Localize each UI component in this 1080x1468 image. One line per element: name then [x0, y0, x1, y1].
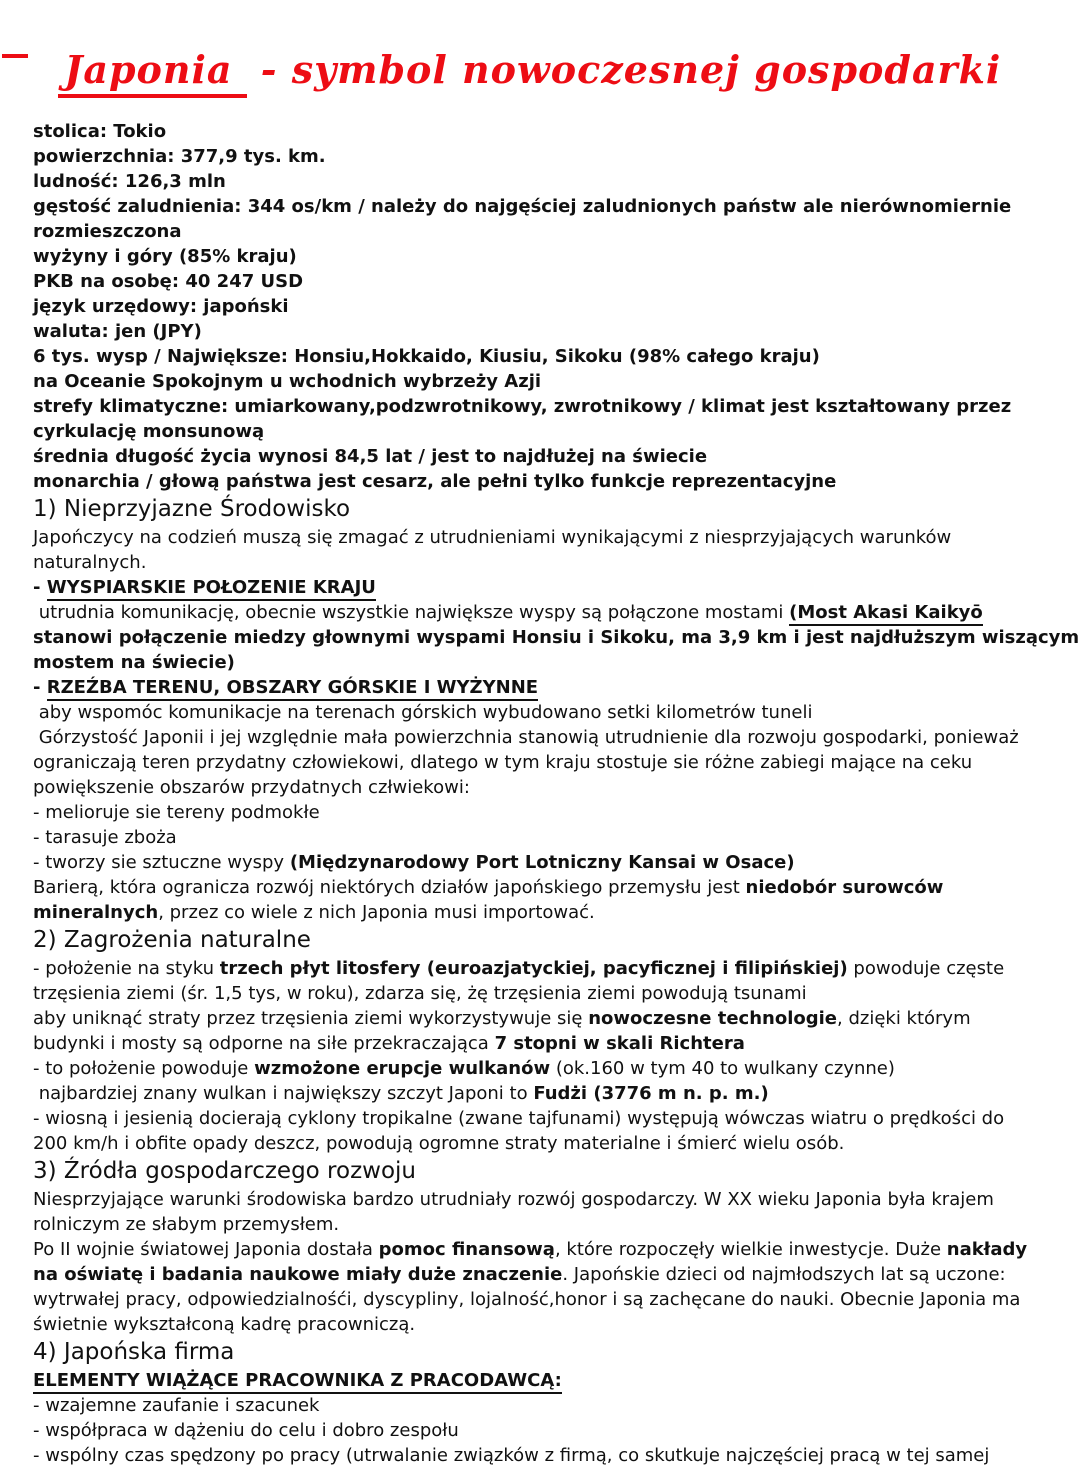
text-line: [33, 194, 1060, 219]
page-title-rest: - symbol nowoczesnej gospodarki: [246, 47, 1002, 92]
text-line: [33, 1312, 1060, 1337]
text-segment: trzech płyt litosfery (euroazjatyckiej, pacyficznej i filipińskiej): [219, 958, 848, 979]
text-segment: Niesprzyjające warunki środowiska bardzo utrudniały rozwój gospodarczy. W XX wieku Japonia była krajem: [33, 1189, 994, 1210]
section-heading: [33, 925, 1060, 956]
text-segment: , które rozpoczęły wielkie inwestycje. Duże: [554, 1239, 947, 1260]
text-line: [33, 1006, 1060, 1031]
text-line: [33, 469, 1060, 494]
text-segment: , dzięki którym: [837, 1008, 971, 1029]
text-segment: 200 km/h i obfite opady deszcz, powodują ogromne straty materialne i śmierć wielu osób.: [33, 1133, 845, 1154]
text-line: [33, 1081, 1060, 1106]
text-line: [33, 219, 1060, 244]
text-line: [33, 1418, 1060, 1443]
text-segment: rolniczym ze słabym przemysłem.: [33, 1214, 340, 1235]
text-segment: - położenie na styku: [33, 958, 220, 979]
text-segment: 1) Nieprzyjazne Środowisko: [33, 496, 351, 522]
text-segment: 7 stopni w skali Richtera: [494, 1033, 745, 1054]
text-line: [33, 169, 1060, 194]
text-segment: - wspólny czas spędzony po pracy (utrwalanie związków z firmą, co skutkuje najczęściej pracą w tej samej: [33, 1445, 990, 1466]
text-line: [33, 725, 1060, 750]
text-segment: nowoczesne technologie: [588, 1008, 837, 1029]
text-line: [33, 750, 1060, 775]
text-segment: - współpraca w dążeniu do celu i dobro zespołu: [33, 1420, 459, 1441]
text-line: [33, 1031, 1060, 1056]
text-segment: średnia długość życia wynosi 84,5 lat / jest to najdłużej na świecie: [33, 446, 708, 467]
text-segment: ograniczają teren przydatny człowiekowi, dlatego w tym kraju stostuje sie różne zabiegi mające na ceku: [33, 752, 973, 773]
text-line: [33, 369, 1060, 394]
text-segment: - wzajemne zaufanie i szacunek: [33, 1395, 320, 1416]
text-line: [33, 244, 1060, 269]
document-text: [0, 119, 1080, 1468]
text-segment: utrudnia komunikację, obecnie wszystkie największe wyspy są połączone mostami: [33, 602, 790, 623]
text-segment: 2) Zagrożenia naturalne: [33, 927, 311, 953]
text-segment: RZEŹBA TERENU, OBSZARY GÓRSKIE I WYŻYNNE: [47, 677, 538, 701]
text-line: [33, 825, 1060, 850]
text-line: [33, 700, 1060, 725]
text-segment: powiększenie obszarów przydatnych człwiekowi:: [33, 777, 470, 798]
section-heading: [33, 494, 1060, 525]
text-segment: wytrwałej pracy, odpowiedzialnośći, dyscypliny, lojalność,honor i są zachęcane do nauki. Obecnie Japonia ma: [33, 1289, 1021, 1310]
text-segment: aby wspomóc komunikacje na terenach górskich wybudowano setki kilometrów tuneli: [33, 702, 813, 723]
text-segment: -: [33, 577, 47, 598]
text-segment: (ok.160 w tym 40 to wulkany czynne): [550, 1058, 895, 1079]
text-segment: stanowi połączenie miedzy głownymi wyspami Honsiu i Sikoku, ma 3,9 km i jest najdłuższym wiszącym: [33, 627, 1080, 648]
text-segment: na Oceanie Spokojnym u wchodnich wybrzeży Azji: [33, 371, 542, 392]
text-line: [33, 1106, 1060, 1131]
section-heading: [33, 1337, 1060, 1368]
text-line: [33, 900, 1060, 925]
text-segment: 4) Japońska firma: [33, 1339, 235, 1365]
text-segment: powoduje częste: [847, 958, 1005, 979]
text-line: [33, 1212, 1060, 1237]
text-segment: - wiosną i jesienią docierają cyklony tropikalne (zwane tajfunami) występują wówczas wiatru o prędkości do: [33, 1108, 1005, 1129]
text-segment: na oświatę i badania naukowe miały duże znaczenie: [33, 1264, 563, 1285]
title-row: [0, 10, 1080, 111]
text-segment: - tarasuje zboża: [33, 827, 177, 848]
text-segment: budynki i mosty są odporne na siłe przekraczająca: [33, 1033, 495, 1054]
text-segment: , przez co wiele z nich Japonia musi importować.: [158, 902, 595, 923]
text-line: [33, 650, 1060, 675]
text-segment: trzęsienia ziemi (śr. 1,5 tys, w roku), zdarza się, żę trzęsienia ziemi powodują tsunami: [33, 983, 807, 1004]
text-segment: (Most Akasi Kaikyō: [789, 602, 983, 626]
text-segment: świetnie wykształconą kadrę pracowniczą.: [33, 1314, 416, 1335]
text-segment: wyżyny i góry (85% kraju): [33, 246, 297, 267]
text-segment: - to położenie powoduje: [33, 1058, 255, 1079]
text-segment: pomoc finansową: [378, 1239, 555, 1260]
text-line: [33, 1056, 1060, 1081]
text-line: [33, 344, 1060, 369]
text-segment: Barierą, która ogranicza rozwój niektórych działów japońskiego przemysłu jest: [33, 877, 746, 898]
text-line: [33, 394, 1060, 419]
text-segment: gęstość zaludnienia: 344 os/km / należy do najgęściej zaludnionych państw ale nierównomiernie: [33, 196, 1012, 217]
text-line: [33, 444, 1060, 469]
text-segment: nakłady: [946, 1239, 1028, 1260]
text-segment: -: [33, 677, 47, 698]
text-line: [33, 575, 1060, 600]
text-line: [33, 956, 1060, 981]
text-segment: . Japońskie dzieci od najmłodszych lat są uczone:: [562, 1264, 1006, 1285]
page-title-underlined-word: Japonia: [58, 47, 246, 98]
text-segment: mineralnych: [33, 902, 159, 923]
text-line: [33, 1287, 1060, 1312]
text-segment: naturalnych.: [33, 552, 147, 573]
text-segment: rozmieszczona: [33, 221, 182, 242]
text-segment: (Międzynarodowy Port Lotniczny Kansai w Osace): [289, 852, 795, 873]
text-line: [33, 550, 1060, 575]
text-line: [33, 1187, 1060, 1212]
stray-underline-mark: [2, 54, 28, 58]
text-line: [33, 800, 1060, 825]
text-segment: język urzędowy: japoński: [33, 296, 289, 317]
text-segment: strefy klimatyczne: umiarkowany,podzwrotnikowy, zwrotnikowy / klimat jest kształtowany przez: [33, 396, 1012, 417]
text-line: [33, 850, 1060, 875]
text-segment: - melioruje sie tereny podmokłe: [33, 802, 320, 823]
text-segment: Fudżi (3776 m n. p. m.): [533, 1083, 769, 1104]
text-segment: monarchia / głową państwa jest cesarz, ale pełni tylko funkcje reprezentacyjne: [33, 471, 837, 492]
text-segment: najbardziej znany wulkan i największy szczyt Japoni to: [33, 1083, 534, 1104]
text-line: [33, 119, 1060, 144]
text-line: [33, 1368, 1060, 1393]
text-line: [33, 419, 1060, 444]
text-line: [33, 775, 1060, 800]
text-segment: WYSPIARSKIE POŁOZENIE KRAJU: [47, 577, 376, 601]
text-segment: Po II wojnie światowej Japonia dostała: [33, 1239, 379, 1260]
text-segment: 6 tys. wysp / Największe: Honsiu,Hokkaido, Kiusiu, Sikoku (98% całego kraju): [33, 346, 820, 367]
text-line: [33, 144, 1060, 169]
text-line: [33, 269, 1060, 294]
page-title: [64, 47, 1001, 92]
text-segment: cyrkulację monsunową: [33, 421, 265, 442]
text-line: [33, 675, 1060, 700]
text-segment: aby uniknąć straty przez trzęsienia ziemi wykorzystywuje się: [33, 1008, 589, 1029]
text-segment: ELEMENTY WIĄŻĄCE PRACOWNIKA Z PRACODAWCĄ:: [33, 1370, 562, 1394]
text-line: [33, 1262, 1060, 1287]
text-line: [33, 1443, 1060, 1468]
text-segment: Górzystość Japonii i jej względnie mała powierzchnia stanowią utrudnienie dla rozwoju gospodarki, ponieważ: [33, 727, 1019, 748]
text-segment: mostem na świecie): [33, 652, 235, 673]
text-line: [33, 981, 1060, 1006]
text-segment: PKB na osobę: 40 247 USD: [33, 271, 304, 292]
text-segment: waluta: jen (JPY): [33, 321, 202, 342]
text-line: [33, 875, 1060, 900]
text-line: [33, 600, 1060, 625]
text-line: [33, 1237, 1060, 1262]
text-segment: Japończycy na codzień muszą się zmagać z utrudnieniami wynikającymi z niesprzyjających warunków: [33, 527, 952, 548]
text-segment: powierzchnia: 377,9 tys. km.: [33, 146, 326, 167]
text-line: [33, 294, 1060, 319]
text-segment: niedobór surowców: [745, 877, 944, 898]
text-segment: stolica: Tokio: [33, 121, 167, 142]
text-segment: ludność: 126,3 mln: [33, 171, 226, 192]
text-line: [33, 319, 1060, 344]
text-line: [33, 1131, 1060, 1156]
text-segment: - tworzy sie sztuczne wyspy: [33, 852, 290, 873]
text-line: [33, 525, 1060, 550]
text-segment: wzmożone erupcje wulkanów: [254, 1058, 551, 1079]
section-heading: [33, 1156, 1060, 1187]
text-line: [33, 625, 1080, 650]
text-segment: 3) Źródła gospodarczego rozwoju: [33, 1158, 417, 1184]
